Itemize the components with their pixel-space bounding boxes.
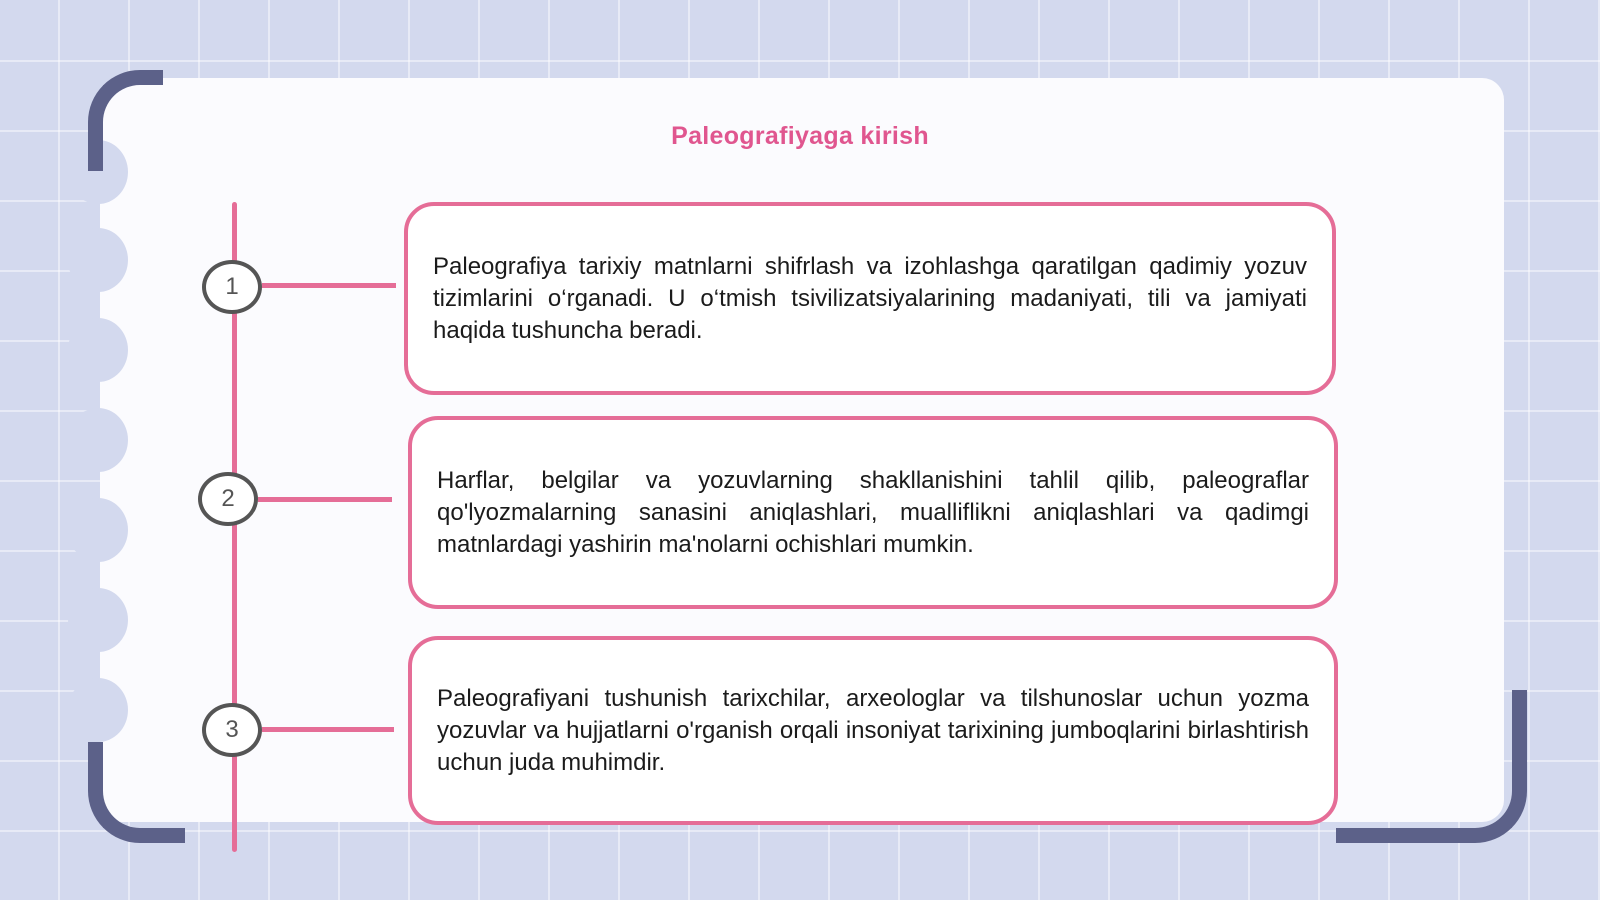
corner-bracket-bottom-right: [1336, 690, 1527, 843]
step-number-1: 1: [202, 260, 262, 314]
binder-hole: [68, 408, 128, 472]
step-box-1: [404, 202, 1336, 395]
step-text-3: Paleografiyani tushunish tarixchilar, arxeologlar va tilshunoslar uchun yozma yozuvlar va hujjatlarni o'rganish orqali insoniyat tarixining jumboqlarini birlashtirish uchun juda muhimdir.: [437, 684, 1309, 776]
binder-hole: [68, 498, 128, 562]
binder-hole: [68, 318, 128, 382]
timeline-connector-3: [262, 727, 394, 732]
timeline-connector-1: [262, 283, 396, 288]
step-text-2: Harflar, belgilar va yozuvlarning shakllanishini tahlil qilib, paleograflar qo'lyozmalarning sanasini aniqlashlari, mualliflikni aniqlashlari va qadimgi matnlardagi yashirin ma'nolarni ochishlari mumkin.: [437, 466, 1309, 558]
corner-bracket-bottom-left: [88, 742, 185, 843]
step-box-2: [408, 416, 1338, 609]
slide-title: Paleografiyaga kirish: [671, 122, 929, 150]
timeline-connector-2: [258, 497, 392, 502]
binder-hole: [68, 228, 128, 292]
step-number-3: 3: [202, 703, 262, 757]
binder-hole: [68, 678, 128, 742]
binder-hole: [68, 588, 128, 652]
corner-bracket-top-left: [88, 70, 163, 171]
step-number-2: 2: [198, 472, 258, 526]
step-box-3: [408, 636, 1338, 825]
step-text-1: Paleografiya tarixiy matnlarni shifrlash va izohlashga qaratilgan qadimiy yozuv tizimlarini o‘rganadi. U o‘tmish tsivilizatsiyalarining madaniyati, tili va jamiyati haqida tushuncha beradi.: [433, 252, 1307, 344]
